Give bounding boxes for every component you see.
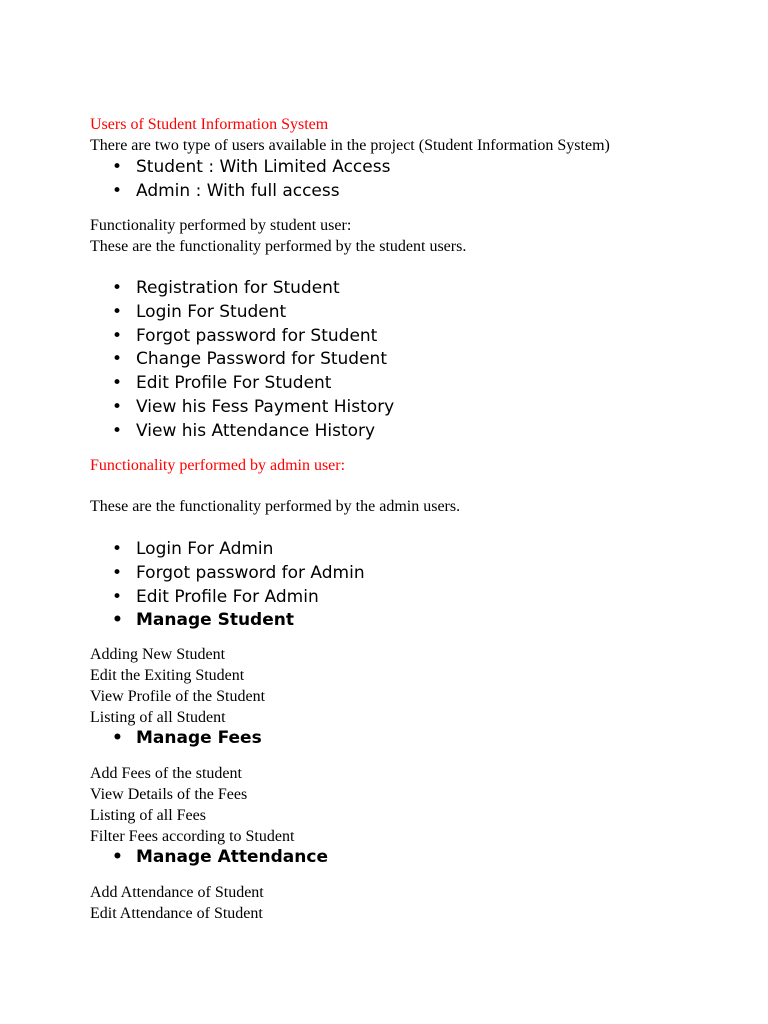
manage-student-heading: • Manage Student <box>112 609 365 633</box>
manage-student-item: View Profile of the Student <box>90 688 266 705</box>
list-item: • Forgot password for Student <box>112 325 394 349</box>
admin-functions-list <box>112 538 365 633</box>
student-functions-list <box>112 277 394 444</box>
manage-fees-item: View Details of the Fees <box>90 786 248 803</box>
list-item: • Admin : With full access <box>112 180 390 204</box>
intro-text: There are two type of users available in the project (Student Information System) <box>90 137 610 154</box>
list-item: • Login For Admin <box>112 538 365 562</box>
manage-fees-heading: • Manage Fees <box>112 727 262 751</box>
student-section-desc: These are the functionality performed by the student users. <box>90 238 467 255</box>
user-types-list <box>112 156 390 204</box>
list-item: • Change Password for Student <box>112 348 394 372</box>
list-item: • Registration for Student <box>112 277 394 301</box>
list-item: • Student : With Limited Access <box>112 156 390 180</box>
list-item: • Forgot password for Admin <box>112 562 365 586</box>
admin-section-desc: These are the functionality performed by the admin users. <box>90 498 461 515</box>
manage-fees-item: Filter Fees according to Student <box>90 828 295 845</box>
manage-attendance-list <box>112 846 328 870</box>
manage-attendance-item: Add Attendance of Student <box>90 884 264 901</box>
manage-student-item: Listing of all Student <box>90 709 226 726</box>
list-item: • View his Fess Payment History <box>112 396 394 420</box>
manage-fees-list <box>112 727 262 751</box>
list-item: • Edit Profile For Admin <box>112 586 365 610</box>
manage-fees-item: Listing of all Fees <box>90 807 206 824</box>
manage-student-item: Adding New Student <box>90 646 226 663</box>
manage-attendance-heading: • Manage Attendance <box>112 846 328 870</box>
list-item: • Login For Student <box>112 301 394 325</box>
student-section-title: Functionality performed by student user: <box>90 217 352 234</box>
section-heading-users: Users of Student Information System <box>90 116 329 133</box>
manage-attendance-item: Edit Attendance of Student <box>90 905 263 922</box>
admin-section-title: Functionality performed by admin user: <box>90 457 346 474</box>
manage-fees-item: Add Fees of the student <box>90 765 242 782</box>
list-item: • View his Attendance History <box>112 420 394 444</box>
list-item: • Edit Profile For Student <box>112 372 394 396</box>
manage-student-item: Edit the Exiting Student <box>90 667 245 684</box>
